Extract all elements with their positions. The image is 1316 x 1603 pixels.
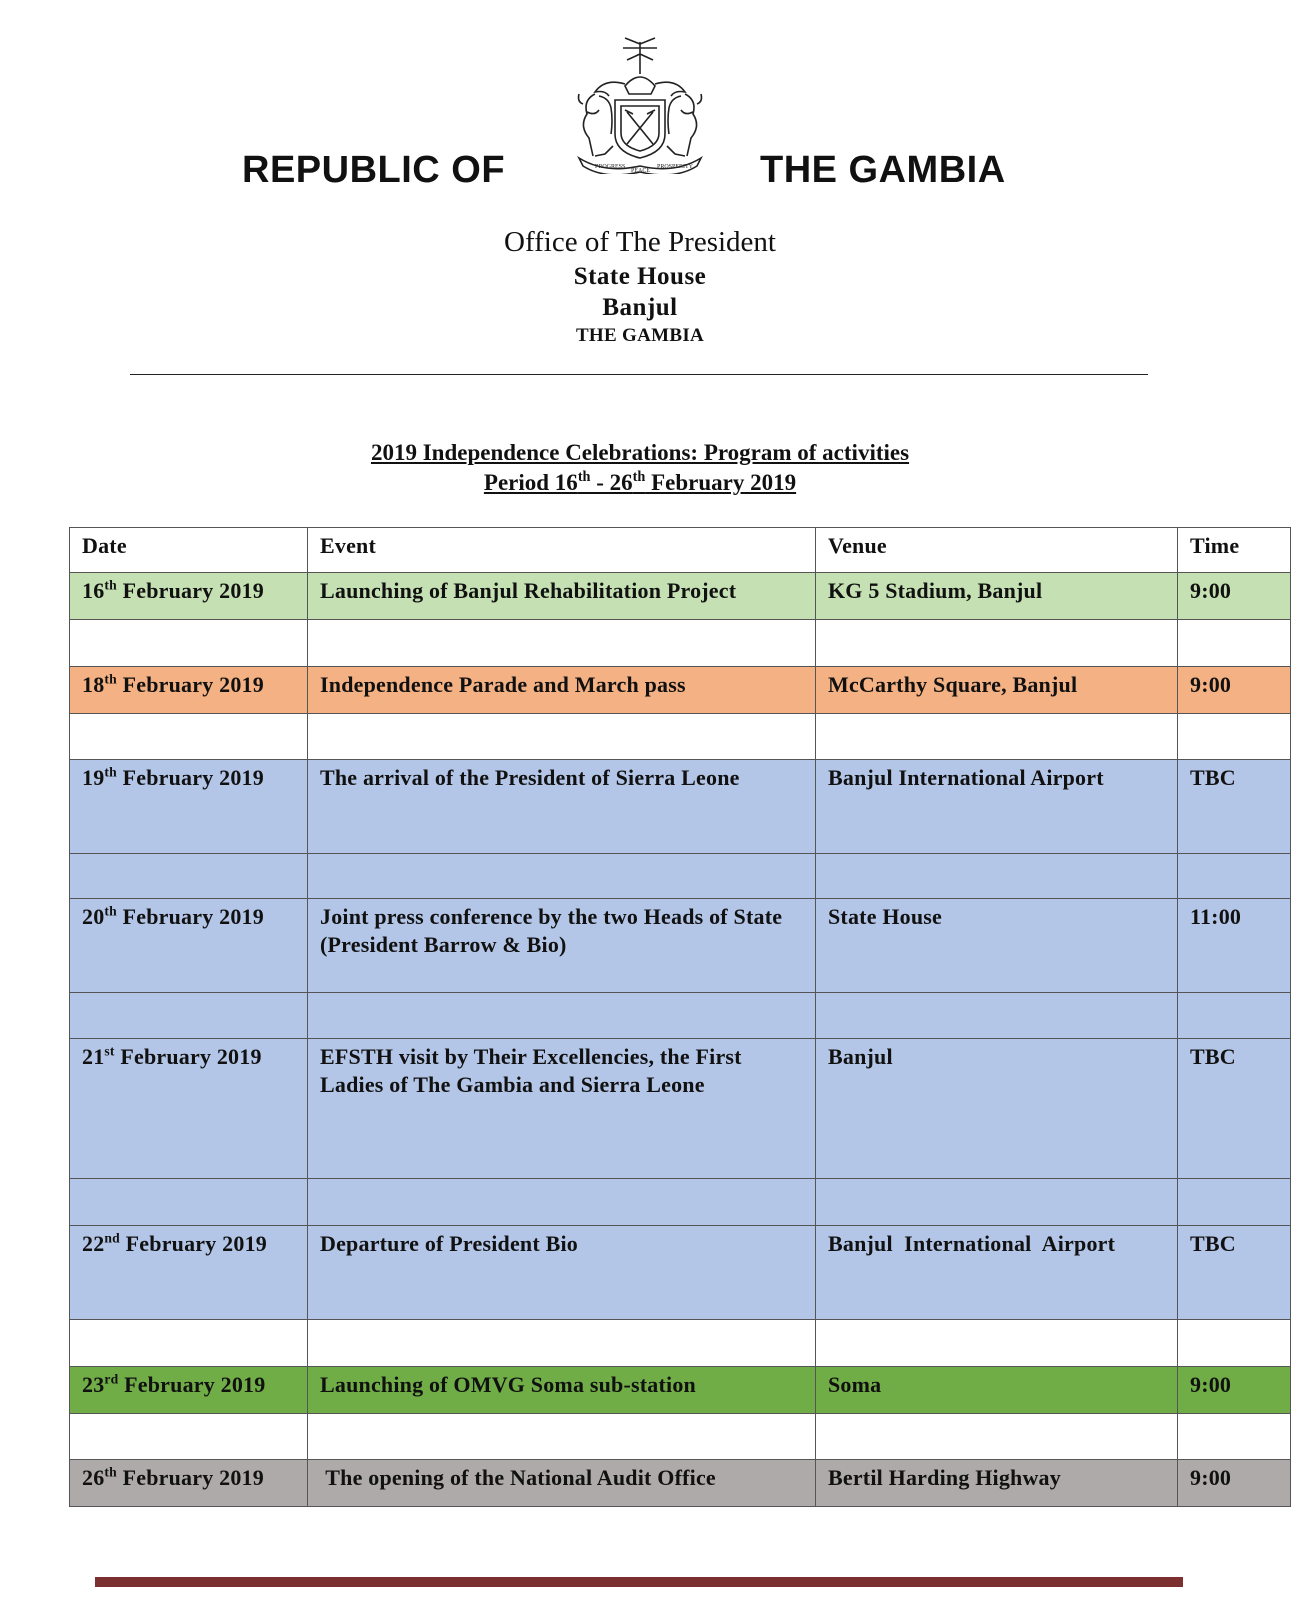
- time-text: TBC: [1190, 1231, 1236, 1256]
- spacer-row: [70, 714, 1291, 760]
- time-cell: [1178, 573, 1291, 620]
- header-time: [1178, 528, 1291, 573]
- time-cell: [1178, 899, 1291, 993]
- venue-cell: [816, 1039, 1178, 1179]
- header-event-text: Event: [320, 533, 376, 558]
- time-text: 11:00: [1190, 904, 1242, 929]
- date-suffix: th: [104, 577, 117, 593]
- event-cell: [308, 573, 816, 620]
- date-cell: [70, 1226, 308, 1320]
- time-text: 9:00: [1190, 672, 1232, 697]
- date-cell: [70, 1367, 308, 1414]
- date-day: 23: [82, 1372, 105, 1397]
- header-divider: [130, 374, 1148, 375]
- venue-text: KG 5 Stadium, Banjul: [828, 578, 1043, 603]
- period-title-text: [484, 470, 796, 495]
- table-row: [70, 1460, 1291, 1507]
- venue-cell: [816, 1367, 1178, 1414]
- crest-motto-3: PROSPERITY: [657, 164, 694, 170]
- event-cell: [308, 1039, 816, 1179]
- period-title: [0, 470, 1280, 496]
- event-text: Independence Parade and March pass: [320, 672, 686, 697]
- date-cell: [70, 1039, 308, 1179]
- program-title: [0, 440, 1280, 466]
- time-cell: [1178, 667, 1291, 714]
- banjul-line: Banjul: [602, 294, 678, 321]
- date-suffix: nd: [104, 1230, 120, 1246]
- event-text: EFSTH visit by Their Excellencies, the First Ladies of The Gambia and Sierra Leone: [320, 1044, 742, 1097]
- date-month: February 2019: [116, 765, 264, 790]
- date-cell: [70, 899, 308, 993]
- date-day: 22: [82, 1231, 105, 1256]
- event-cell: [308, 667, 816, 714]
- date-day: 21: [82, 1044, 105, 1069]
- time-text: 9:00: [1190, 578, 1232, 603]
- table-header-row: [70, 528, 1291, 573]
- event-cell: [308, 899, 816, 993]
- date-day: 26: [82, 1465, 105, 1490]
- table-row: [70, 1367, 1291, 1414]
- venue-text: McCarthy Square, Banjul: [828, 672, 1078, 697]
- header-time-text: Time: [1190, 533, 1240, 558]
- time-cell: [1178, 1367, 1291, 1414]
- header-venue: [816, 528, 1178, 573]
- table-row: [70, 667, 1291, 714]
- header-event: [308, 528, 816, 573]
- header-venue-text: Venue: [828, 533, 887, 558]
- venue-cell: [816, 573, 1178, 620]
- date-suffix: th: [104, 764, 117, 780]
- crest-motto-1: PROGRESS: [595, 164, 626, 170]
- period-end-suffix: th: [632, 469, 646, 486]
- spacer-row: [70, 1320, 1291, 1367]
- event-cell: [308, 1367, 816, 1414]
- period-dash: - 26: [590, 470, 633, 495]
- event-text: The arrival of the President of Sierra Leone: [320, 765, 740, 790]
- date-cell: [70, 1460, 308, 1507]
- date-suffix: th: [104, 1464, 117, 1480]
- venue-text: Soma: [828, 1372, 882, 1397]
- republic-of-heading: REPUBLIC OF: [242, 149, 506, 191]
- venue-text: Banjul International Airport: [828, 765, 1104, 790]
- venue-text: Banjul International Airport: [828, 1231, 1116, 1256]
- the-gambia-heading: THE GAMBIA: [760, 149, 1006, 191]
- date-month: February 2019: [118, 1372, 266, 1397]
- period-start: Period 16: [483, 470, 578, 495]
- time-text: TBC: [1190, 765, 1236, 790]
- date-cell: [70, 573, 308, 620]
- schedule-table: [69, 527, 1291, 1507]
- date-month: February 2019: [114, 1044, 262, 1069]
- date-month: February 2019: [116, 1465, 264, 1490]
- date-month: February 2019: [116, 578, 264, 603]
- date-suffix: th: [104, 671, 117, 687]
- spacer-row: [70, 620, 1291, 667]
- crest-motto-2: PEACE: [631, 168, 651, 174]
- venue-cell: [816, 667, 1178, 714]
- table-row: [70, 899, 1291, 993]
- state-house-line: State House: [573, 263, 707, 290]
- spacer-row: [70, 1414, 1291, 1460]
- event-text: Departure of President Bio: [320, 1231, 578, 1256]
- venue-cell: [816, 1460, 1178, 1507]
- header-date: [70, 528, 308, 573]
- event-text: The opening of the National Audit Office: [320, 1465, 716, 1490]
- date-suffix: th: [104, 903, 117, 919]
- table-row: [70, 760, 1291, 854]
- date-day: 18: [82, 672, 105, 697]
- event-cell: [308, 1460, 816, 1507]
- period-end: February 2019: [645, 470, 797, 495]
- time-text: 9:00: [1190, 1372, 1232, 1397]
- table-row: [70, 1226, 1291, 1320]
- event-text: Launching of OMVG Soma sub-station: [320, 1372, 696, 1397]
- time-cell: [1178, 760, 1291, 854]
- date-suffix: st: [104, 1043, 115, 1059]
- period-start-suffix: th: [577, 469, 591, 486]
- country-line: THE GAMBIA: [575, 325, 705, 346]
- spacer-row: [70, 993, 1291, 1039]
- header-date-text: Date: [82, 533, 127, 558]
- date-month: February 2019: [116, 672, 264, 697]
- time-cell: [1178, 1226, 1291, 1320]
- venue-text: Bertil Harding Highway: [828, 1465, 1061, 1490]
- date-day: 20: [82, 904, 105, 929]
- time-cell: [1178, 1039, 1291, 1179]
- table-row: [70, 1039, 1291, 1179]
- date-cell: [70, 760, 308, 854]
- venue-cell: [816, 1226, 1178, 1320]
- program-title-text: 2019 Independence Celebrations: Program of activities: [370, 440, 910, 465]
- spacer-row: [70, 1179, 1291, 1226]
- table-row: [70, 573, 1291, 620]
- spacer-row: [70, 854, 1291, 899]
- date-month: February 2019: [116, 904, 264, 929]
- date-day: 19: [82, 765, 105, 790]
- time-cell: [1178, 1460, 1291, 1507]
- venue-cell: [816, 899, 1178, 993]
- event-cell: [308, 760, 816, 854]
- office-title: Office of The President: [504, 226, 776, 258]
- venue-text: State House: [828, 904, 943, 929]
- footer-bar: [95, 1577, 1183, 1587]
- date-month: February 2019: [119, 1231, 267, 1256]
- time-text: TBC: [1190, 1044, 1236, 1069]
- event-cell: [308, 1226, 816, 1320]
- date-cell: [70, 667, 308, 714]
- date-day: 16: [82, 578, 105, 603]
- date-suffix: rd: [104, 1371, 119, 1387]
- event-text: Joint press conference by the two Heads of State (President Barrow & Bio): [320, 904, 783, 957]
- time-text: 9:00: [1190, 1465, 1232, 1490]
- venue-text: Banjul: [828, 1044, 893, 1069]
- venue-cell: [816, 760, 1178, 854]
- gambia-coat-of-arms-icon: [565, 34, 715, 174]
- event-text: Launching of Banjul Rehabilitation Project: [320, 578, 737, 603]
